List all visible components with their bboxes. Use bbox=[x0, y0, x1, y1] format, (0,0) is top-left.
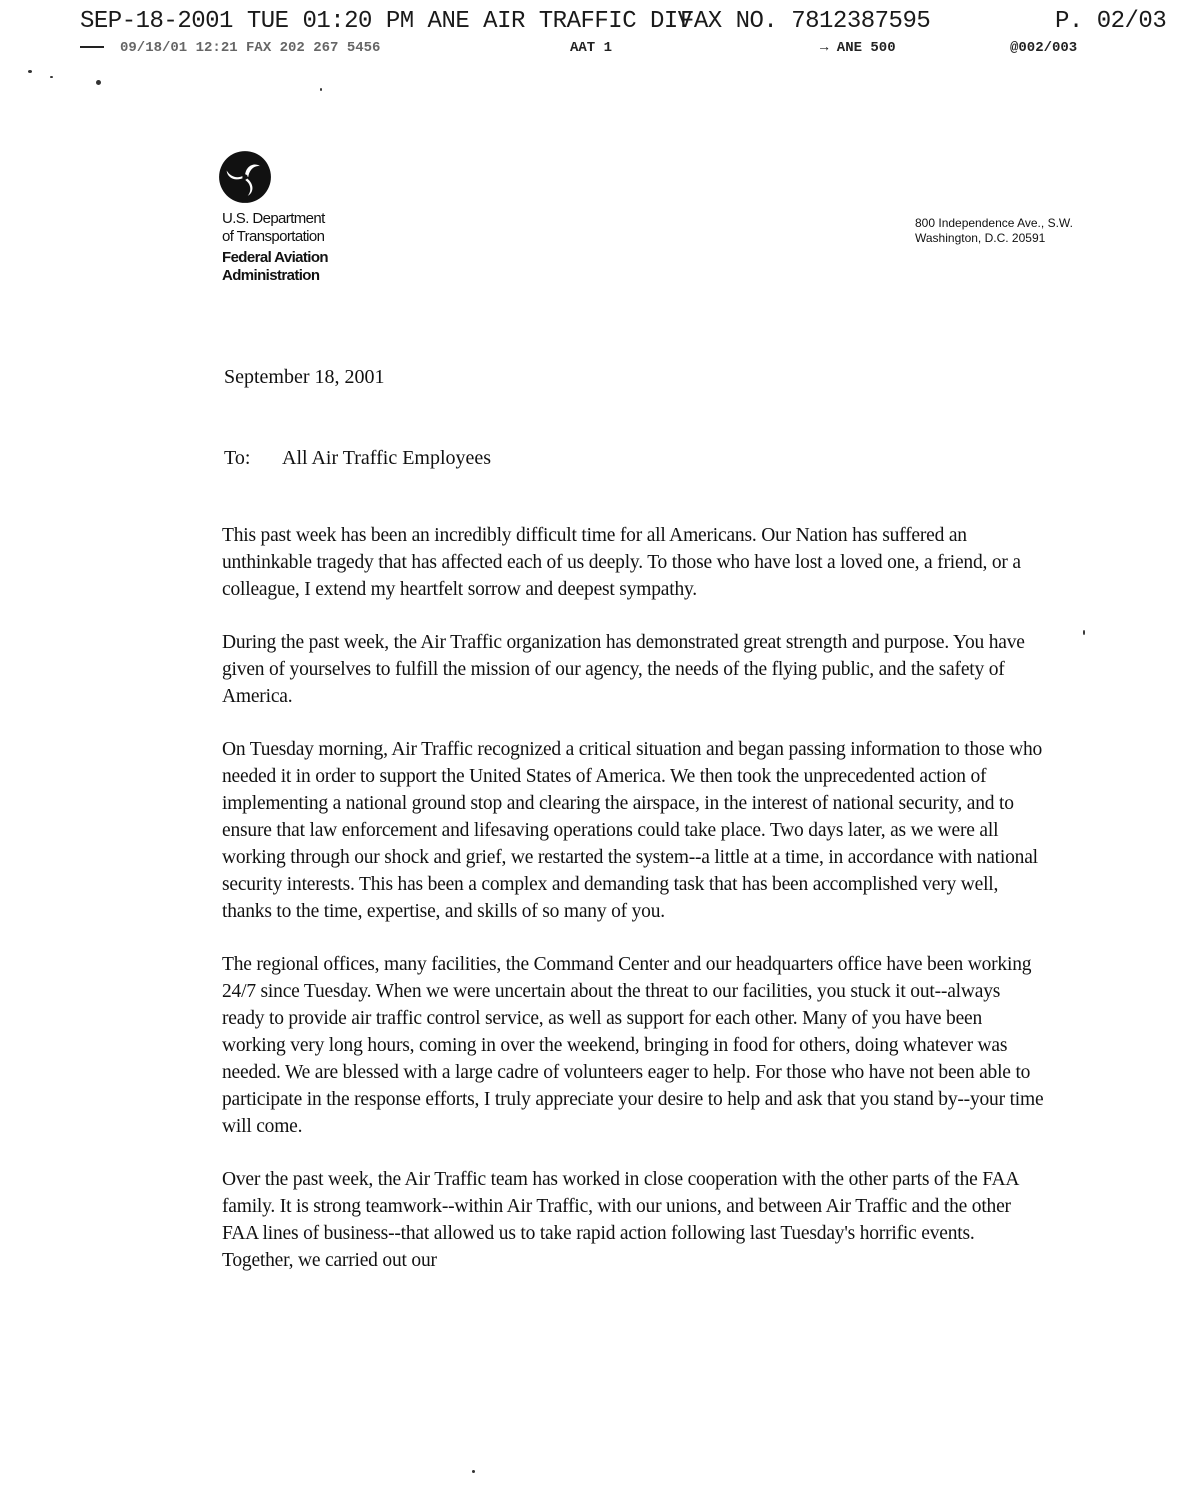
agency-name-line-1: Federal Aviation bbox=[222, 249, 328, 266]
dot-triskelion-logo-icon bbox=[218, 150, 272, 204]
fax-page-counter: @002/003 bbox=[1010, 40, 1078, 56]
fax-page-number: P. 02/03 bbox=[1055, 8, 1167, 35]
scan-speck bbox=[472, 1470, 475, 1473]
letterhead-agency bbox=[222, 210, 442, 285]
dept-name-line-1: U.S. Department bbox=[222, 210, 325, 227]
fax-number: FAX NO. 7812387595 bbox=[680, 8, 931, 35]
fax-header-line-2 bbox=[80, 40, 1160, 64]
paragraph: On Tuesday morning, Air Traffic recognized a critical situation and began passing information to those who needed it in order to support the United States of America. We then took the unprecedented action of implementing a national ground stop and clearing the airspace, in the interest of national security, and to ensure that law enforcement and lifesaving operations could take place. Two days later, as we were all working through our shock and grief, we restarted the system--a little at a time, in accordance with national security interests. This has been a complex and demanding task that has been accomplished very well, thanks to the time, expertise, and skills of so many of you. bbox=[222, 739, 1043, 922]
scan-speck bbox=[1083, 630, 1085, 635]
scan-speck bbox=[320, 88, 322, 91]
fax-destination: → ANE 500 bbox=[820, 40, 896, 56]
scan-speck bbox=[96, 80, 101, 85]
fax-relay-info: 09/18/01 12:21 FAX 202 267 5456 bbox=[120, 40, 381, 56]
fax-sender-info: SEP-18-2001 TUE 01:20 PM ANE AIR TRAFFIC DIV bbox=[80, 8, 692, 35]
paragraph: The regional offices, many facilities, the Command Center and our headquarters office have been working 24/7 since Tuesday. When we were uncertain about the threat to our facilities, you stuck it out--always ready to provide air traffic control service, as well as support for each other. Many of you have been working very long hours, coming in over the weekend, bringing in food for others, doing whatever was needed. We are blessed with a large cadre of volunteers eager to help. For those who have not been able to participate in the response efforts, I truly appreciate your desire to help and ask that you stand by--your time will come. bbox=[222, 954, 1044, 1137]
dept-name-line-2: of Transportation bbox=[222, 228, 325, 245]
paragraph: This past week has been an incredibly difficult time for all Americans. Our Nation has suffered an unthinkable tragedy that has affected each of us deeply. To those who have lost a loved one, a friend, or a colleague, I extend my heartfelt sorrow and deepest sympathy. bbox=[222, 525, 1021, 600]
scan-speck bbox=[50, 76, 53, 78]
address-line-1: 800 Independence Ave., S.W. bbox=[915, 216, 1073, 230]
scan-speck bbox=[28, 70, 32, 73]
paragraph: Over the past week, the Air Traffic team has worked in close cooperation with the other parts of the FAA family. It is strong teamwork--within Air Traffic, with our unions, and between Air Traffic and the other FAA lines of business--that allowed us to take rapid action following last Tuesday's horrific events. Together, we carried out our bbox=[222, 1169, 1019, 1271]
fax-routing-code: AAT 1 bbox=[570, 40, 613, 56]
paragraph: During the past week, the Air Traffic organization has demonstrated great strength and purpose. You have given of yourselves to fulfill the mission of our agency, the needs of the flying public, and the safety of America. bbox=[222, 632, 1025, 707]
letterhead-address bbox=[915, 216, 1145, 246]
letter-body bbox=[222, 522, 1047, 1300]
to-value: All Air Traffic Employees bbox=[282, 447, 492, 469]
agency-name-line-2: Administration bbox=[222, 267, 320, 284]
address-line-2: Washington, D.C. 20591 bbox=[915, 231, 1046, 245]
letter-date: September 18, 2001 bbox=[224, 366, 385, 388]
fax-header-line-1 bbox=[80, 8, 1167, 38]
letter-recipient bbox=[224, 447, 491, 470]
to-label: To: bbox=[224, 447, 251, 469]
